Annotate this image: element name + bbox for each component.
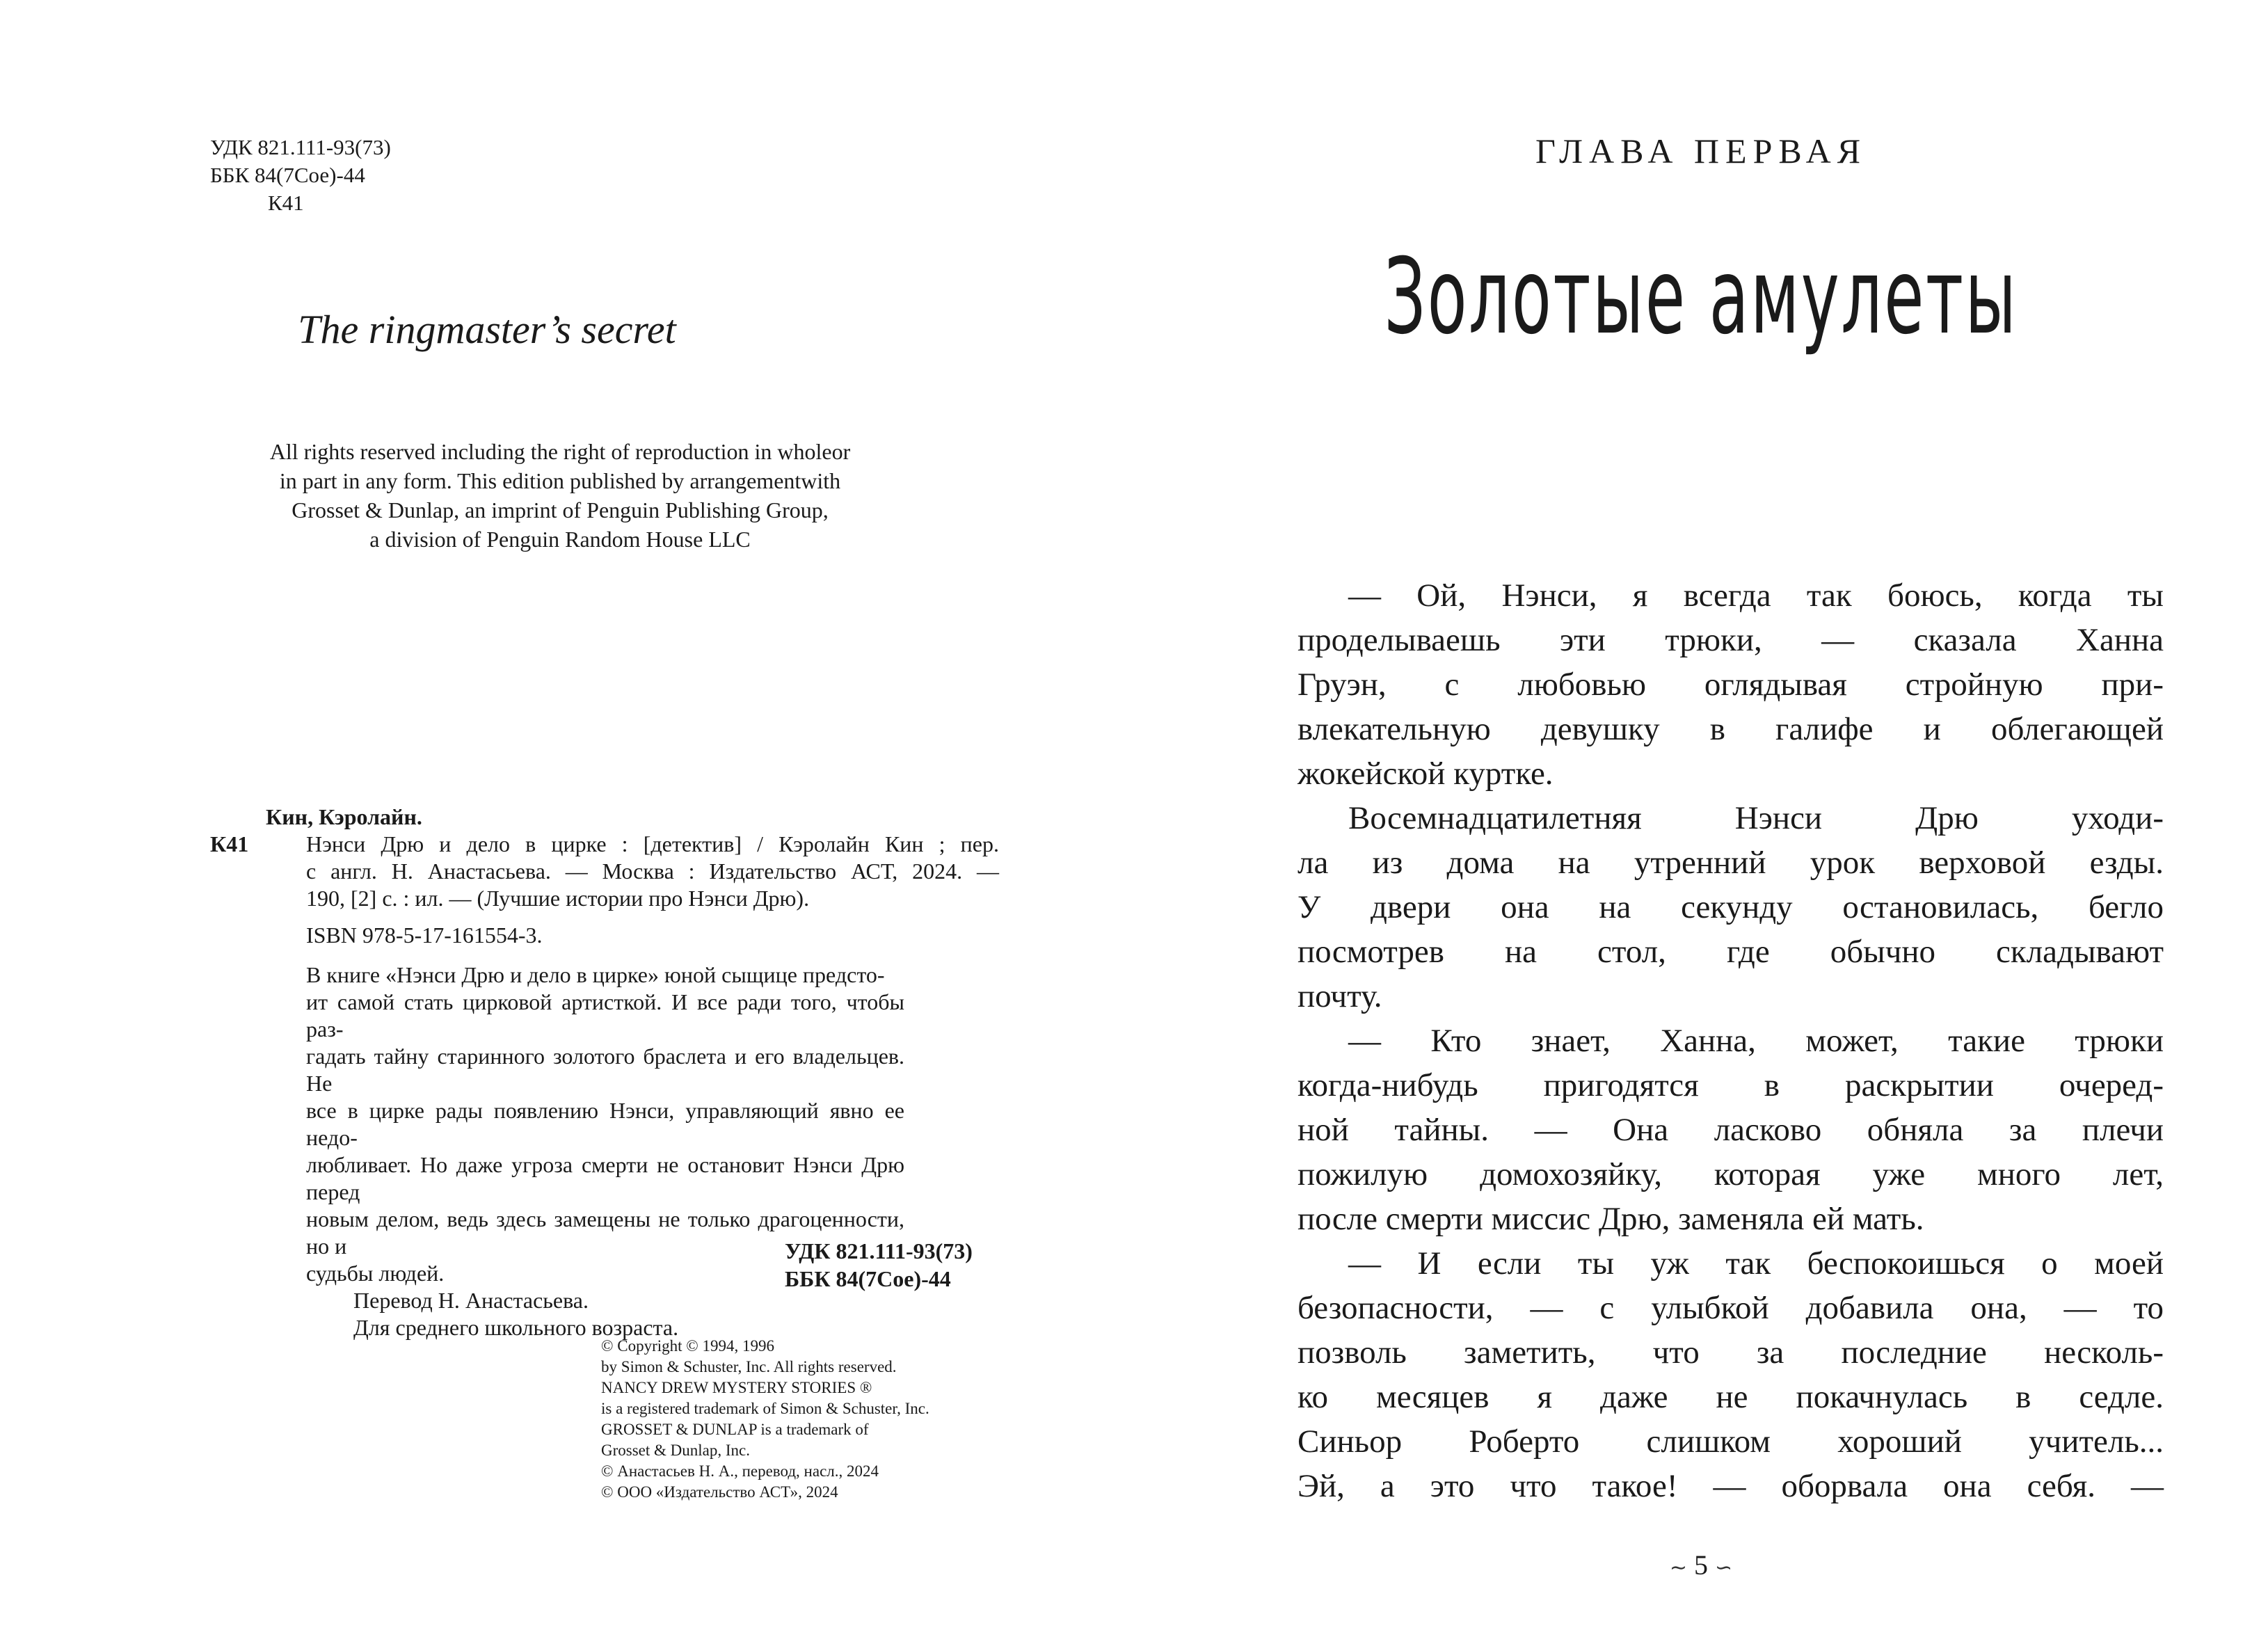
copyright-line: Grosset & Dunlap, Inc. bbox=[601, 1442, 750, 1459]
biblio-description-line: 190, [2] с. : ил. — (Лучшие истории про Нэнси Дрю). bbox=[306, 886, 810, 911]
left-ornament-icon: ∼ bbox=[1669, 1556, 1687, 1579]
biblio-mark: К41 bbox=[210, 831, 249, 856]
text-line: — И если ты уж так беспокоишься о моей bbox=[1348, 1245, 2164, 1282]
text-line: — Ой, Нэнси, я всегда так боюсь, когда ты bbox=[1348, 577, 2164, 614]
text-line: позволь заметить, что за последние несколь- bbox=[1297, 1334, 2164, 1371]
copyright-line: is a registered trademark of Simon & Schuster, Inc. bbox=[601, 1400, 929, 1417]
annotation-line: любливает. Но даже угроза смерти не остановит Нэнси Дрю перед bbox=[306, 1152, 904, 1204]
bottom-udk-code: УДК 821.111-93(73) bbox=[785, 1238, 973, 1263]
right-page bbox=[1134, 0, 2268, 1644]
bottom-bbk-code: ББК 84(7Сое)-44 bbox=[785, 1266, 951, 1291]
copyright-line: © Анастасьев Н. А., перевод, насл., 2024 bbox=[601, 1462, 879, 1480]
isbn: ISBN 978-5-17-161554-3. bbox=[306, 923, 543, 948]
page-number: 5 bbox=[1694, 1549, 1708, 1581]
rights-line: in part in any form. This edition published by arrangementwith bbox=[279, 468, 841, 493]
text-line: пожилую домохозяйку, которая уже много лет, bbox=[1297, 1156, 2164, 1192]
text-line: У двери она на секунду остановилась, бегло bbox=[1297, 889, 2164, 925]
copyright-block bbox=[601, 1336, 929, 1503]
text-line: Синьор Роберто слишком хороший учитель... bbox=[1297, 1423, 2164, 1460]
text-line: — Кто знает, Ханна, может, такие трюки bbox=[1348, 1023, 2164, 1059]
copyright-line: NANCY DREW MYSTERY STORIES ® bbox=[601, 1379, 872, 1396]
text-line: почту. bbox=[1297, 978, 1382, 1014]
text-line: Восемнадцатилетняя Нэнси Дрю уходи- bbox=[1348, 800, 2164, 836]
text-line: после смерти миссис Дрю, заменяла ей мать. bbox=[1297, 1201, 1924, 1237]
text-line: ной тайны. — Она ласково обняла за плечи bbox=[1297, 1112, 2164, 1148]
rights-line: Grosset & Dunlap, an imprint of Penguin Publishing Group, bbox=[292, 497, 829, 522]
text-line: проделываешь эти трюки, — сказала Ханна bbox=[1297, 622, 2164, 658]
biblio-description-line: с англ. Н. Анастасьева. — Москва : Издательство АСТ, 2024. — bbox=[306, 859, 999, 884]
udk-code: УДК 821.111-93(73) bbox=[210, 135, 391, 159]
classification-codes bbox=[210, 134, 391, 217]
original-title: The ringmaster’s secret bbox=[298, 307, 676, 352]
text-line: жокейской куртке. bbox=[1297, 756, 1554, 792]
rights-notice bbox=[209, 437, 911, 554]
bottom-classification-codes bbox=[785, 1237, 973, 1293]
page-number-block bbox=[1134, 1549, 2268, 1581]
biblio-author: Кин, Кэролайн. bbox=[266, 804, 422, 829]
age-rating: Для среднего школьного возраста. bbox=[353, 1315, 679, 1340]
annotation-line: все в цирке рады появлению Нэнси, управляющий явно ее недо- bbox=[306, 1098, 904, 1150]
chapter-title: Золотые амулеты bbox=[1384, 237, 2018, 358]
copyright-line: © ООО «Издательство АСТ», 2024 bbox=[601, 1483, 838, 1501]
annotation-line: ит самой стать цирковой артисткой. И все ради того, чтобы раз- bbox=[306, 989, 904, 1042]
text-line: ко месяцев я даже не покачнулась в седле. bbox=[1297, 1379, 2164, 1415]
rights-line: a division of Penguin Random House LLC bbox=[369, 527, 751, 552]
annotation-line: гадать тайну старинного золотого браслета и его владельцев. Не bbox=[306, 1044, 904, 1096]
biblio-description-line: Нэнси Дрю и дело в цирке : [детектив] / Кэролайн Кин ; пер. bbox=[306, 831, 999, 856]
text-line: безопасности, — с улыбкой добавила она, — то bbox=[1297, 1290, 2164, 1326]
translator: Перевод Н. Анастасьева. bbox=[353, 1288, 589, 1313]
text-line: влекательную девушку в галифе и облегающей bbox=[1297, 711, 2164, 747]
text-line: когда-нибудь пригодятся в раскрытии очеред- bbox=[1297, 1067, 2164, 1103]
text-line: Груэн, с любовью оглядывая стройную при- bbox=[1297, 667, 2164, 703]
body-text bbox=[1297, 573, 2164, 1508]
right-ornament-icon: ∽ bbox=[1715, 1556, 1733, 1579]
text-line: посмотрев на стол, где обычно складывают bbox=[1297, 934, 2164, 970]
copyright-line: GROSSET & DUNLAP is a trademark of bbox=[601, 1421, 869, 1438]
annotation-line: В книге «Нэнси Дрю и дело в цирке» юной сыщице предсто- bbox=[306, 962, 885, 987]
annotation-line: новым делом, ведь здесь замещены не только драгоценности, но и bbox=[306, 1206, 904, 1259]
copyright-line: © Copyright © 1994, 1996 bbox=[601, 1337, 774, 1355]
annotation-line: судьбы людей. bbox=[306, 1261, 445, 1286]
text-line: ла из дома на утренний урок верховой езды. bbox=[1297, 845, 2164, 881]
rights-line: All rights reserved including the right of reproduction in wholeor bbox=[269, 439, 851, 464]
bbk-code: ББК 84(7Сое)-44 bbox=[210, 163, 365, 187]
chapter-label: ГЛАВА ПЕРВАЯ bbox=[1535, 131, 1867, 170]
text-line: Эй, а это что такое! — оборвала она себя. — bbox=[1297, 1468, 2164, 1504]
copyright-line: by Simon & Schuster, Inc. All rights reserved. bbox=[601, 1358, 897, 1375]
author-mark: К41 bbox=[268, 191, 304, 215]
